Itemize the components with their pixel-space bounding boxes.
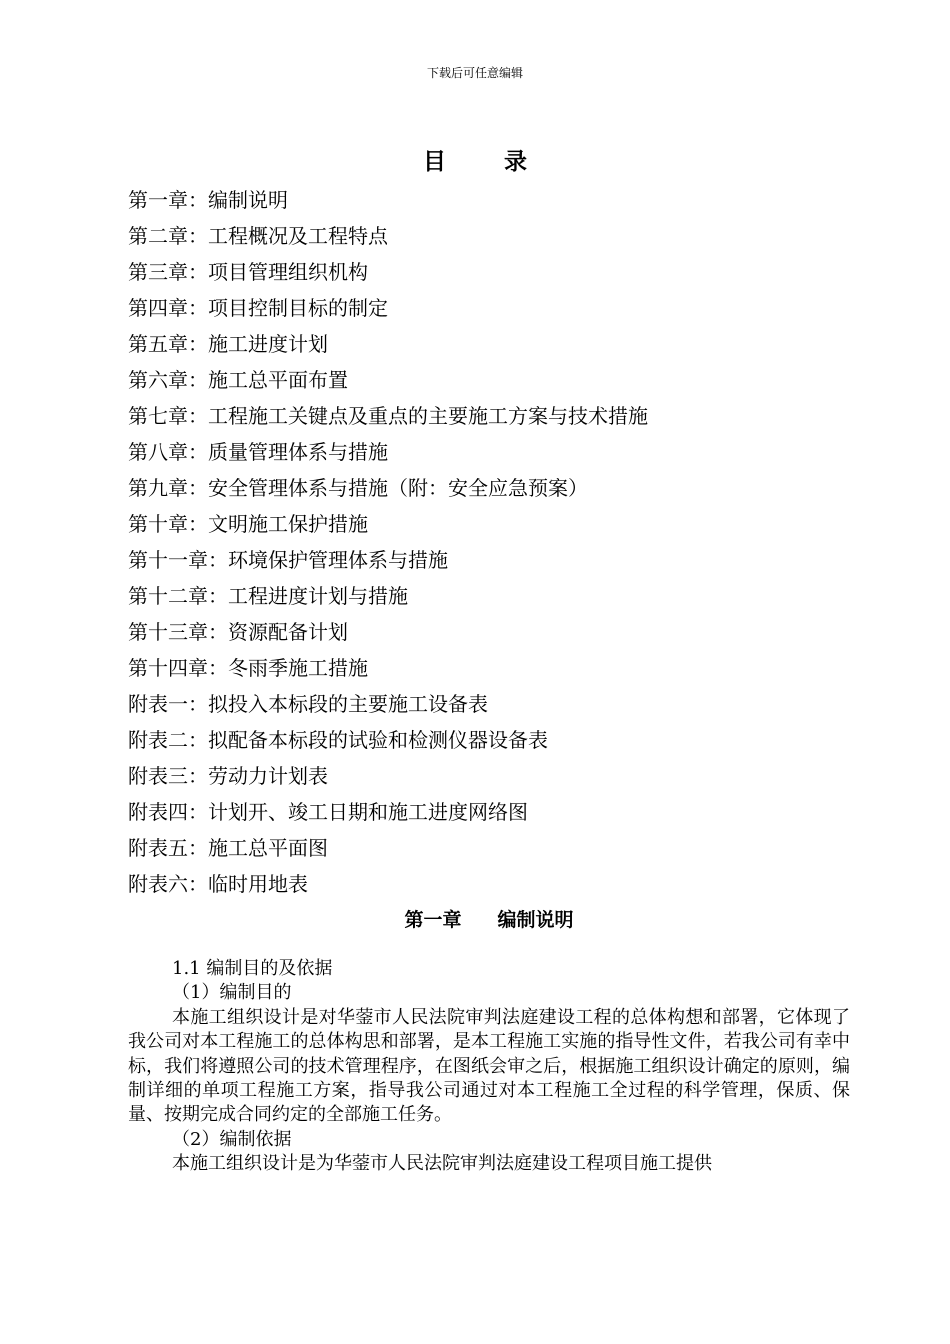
sub-heading: （1）编制目的 bbox=[172, 982, 292, 1004]
toc-title-left: 目 bbox=[423, 148, 446, 175]
toc-title bbox=[0, 146, 950, 178]
chapter-number: 第一章 bbox=[404, 909, 462, 931]
toc-item: 附表二：拟配备本标段的试验和检测仪器设备表 bbox=[128, 728, 548, 752]
toc-item: 附表五：施工总平面图 bbox=[128, 836, 328, 860]
toc-item: 第九章：安全管理体系与措施（附：安全应急预案） bbox=[128, 476, 588, 500]
toc-item: 第三章：项目管理组织机构 bbox=[128, 260, 368, 284]
toc-item: 第十二章：工程进度计划与措施 bbox=[128, 584, 408, 608]
toc-item: 第十一章：环境保护管理体系与措施 bbox=[128, 548, 448, 572]
paragraph: 本施工组织设计是为华蓥市人民法院审判法庭建设工程项目施工提供 bbox=[172, 1153, 712, 1175]
toc-item: 第六章：施工总平面布置 bbox=[128, 368, 348, 392]
chapter-title: 编制说明 bbox=[497, 909, 574, 931]
section-heading: 1.1 编制目的及依据 bbox=[172, 958, 333, 979]
toc-item: 第二章：工程概况及工程特点 bbox=[128, 224, 388, 248]
toc-item: 附表四：计划开、竣工日期和施工进度网络图 bbox=[128, 800, 528, 824]
toc-item: 第一章：编制说明 bbox=[128, 188, 288, 212]
toc-item: 第十三章：资源配备计划 bbox=[128, 620, 348, 644]
paragraph: 本施工组织设计是对华蓥市人民法院审判法庭建设工程的总体构想和部署，它体现了我公司对本工程施工的总体构思和部署，是本工程施工实施的指导性文件，若我公司有幸中标，我们将遵照公司的技术管理程序，在图纸会审之后，根据施工组织设计确定的原则，编制详细的单项工程施工方案，指导我公司通过对本工程施工全过程的科学管理，保质、保量、按期完成合同约定的全部施工任务。 bbox=[128, 1006, 850, 1126]
toc-item: 第十章：文明施工保护措施 bbox=[128, 512, 368, 536]
toc-item: 第五章：施工进度计划 bbox=[128, 332, 328, 356]
chapter-heading bbox=[0, 904, 950, 936]
toc-title-right: 录 bbox=[504, 148, 527, 175]
sub-heading: （2）编制依据 bbox=[172, 1128, 292, 1150]
toc-item: 第七章：工程施工关键点及重点的主要施工方案与技术措施 bbox=[128, 404, 648, 428]
toc-item: 附表六：临时用地表 bbox=[128, 872, 308, 896]
toc-list bbox=[128, 182, 648, 902]
page-header: 下载后可任意编辑 bbox=[426, 66, 523, 80]
toc-item: 附表三：劳动力计划表 bbox=[128, 764, 328, 788]
toc-item: 附表一：拟投入本标段的主要施工设备表 bbox=[128, 692, 488, 716]
toc-item: 第四章：项目控制目标的制定 bbox=[128, 296, 388, 320]
toc-item: 第八章：质量管理体系与措施 bbox=[128, 440, 388, 464]
chapter-body bbox=[128, 957, 850, 1177]
toc-item: 第十四章：冬雨季施工措施 bbox=[128, 656, 368, 680]
